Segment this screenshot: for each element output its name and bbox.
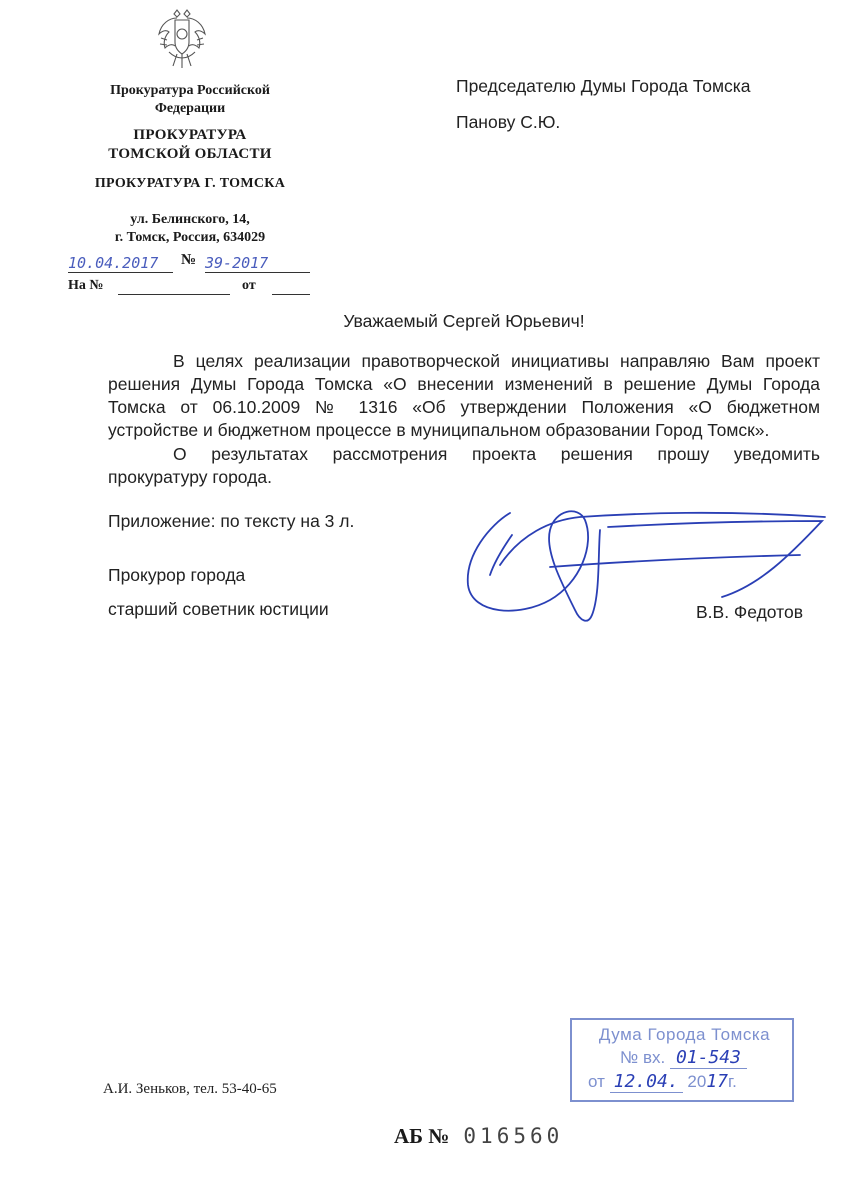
stamp-incoming-number: 01-543 (670, 1047, 747, 1069)
paragraph-1-line-1: В целях реализации правотворческой инициативы направляю Вам проект (173, 351, 820, 371)
incoming-registration-stamp (570, 1018, 794, 1102)
stamp-year-suffix: г. (727, 1072, 737, 1091)
paragraph-2-line-2: прокуратуру города. (108, 467, 272, 487)
address-line-1: ул. Белинского, 14, (130, 212, 250, 227)
form-serial-number: 016560 (463, 1124, 564, 1148)
recipient-name: Панову С.Ю. (456, 112, 561, 132)
reference-number-blank (118, 278, 230, 295)
stamp-organization: Дума Города Томска (598, 1025, 771, 1044)
signer-position: Прокурор города (108, 565, 246, 585)
greeting: Уважаемый Сергей Юрьевич! (343, 311, 585, 331)
executor-contact: А.И. Зеньков, тел. 53-40-65 (103, 1081, 277, 1097)
signer-name: В.В. Федотов (696, 602, 803, 622)
stamp-date-prefix: от (588, 1072, 605, 1091)
paragraph-1-line-4: устройстве и бюджетном процессе в муниципальном образовании Город Томск». (108, 420, 770, 440)
regional-office-line-1: ПРОКУРАТУРА (133, 127, 247, 143)
stamp-date-value: 12.04. (610, 1071, 683, 1093)
letterhead-address (70, 211, 310, 247)
letterhead-city-office: ПРОКУРАТУРА Г. ТОМСКА (94, 176, 286, 191)
number-sign: № (181, 252, 197, 268)
address-line-2: г. Томск, Россия, 634029 (114, 230, 266, 245)
form-serial (394, 1124, 694, 1149)
coat-of-arms-emblem (155, 8, 209, 74)
reference-date-blank (272, 278, 310, 295)
reference-line (68, 278, 313, 300)
paragraph-2-line-1: О результатах рассмотрения проекта решения прошу уведомить (173, 444, 820, 464)
reference-from-label: от (242, 278, 256, 293)
recipient-block (456, 68, 816, 140)
stamp-year-prefix: 20 (687, 1072, 707, 1091)
outgoing-number: 39-2017 (205, 254, 310, 273)
letterhead-agency (70, 82, 310, 118)
paragraph-1-line-2: решения Думы Города Томска «О внесении изменений в решение Думы Города (108, 374, 820, 394)
body-paragraph-2 (108, 443, 820, 489)
agency-line-2: Федерации (154, 101, 226, 116)
recipient-title: Председателю Думы Города Томска (456, 76, 751, 96)
stamp-year-value: 17 (706, 1071, 728, 1092)
stamp-incoming-line (620, 1047, 785, 1069)
letterhead-regional-office (70, 126, 310, 164)
reference-label: На № (68, 278, 104, 293)
attachment-note: Приложение: по тексту на 3 л. (108, 511, 355, 531)
form-series: АБ № (394, 1124, 450, 1148)
agency-line-1: Прокуратура Российской (110, 83, 270, 98)
handwritten-signature (460, 505, 840, 630)
outgoing-registration (68, 254, 313, 278)
body-paragraph-1 (108, 350, 820, 442)
regional-office-line-2: ТОМСКОЙ ОБЛАСТИ (108, 146, 272, 162)
stamp-date-line (588, 1071, 788, 1093)
signer-rank: старший советник юстиции (108, 599, 329, 619)
stamp-incoming-label: № вх. (620, 1048, 666, 1067)
outgoing-date: 10.04.2017 (68, 254, 173, 273)
paragraph-1-line-3: Томска от 06.10.2009 № 1316 «Об утверждении Положения «О бюджетном (108, 397, 820, 417)
